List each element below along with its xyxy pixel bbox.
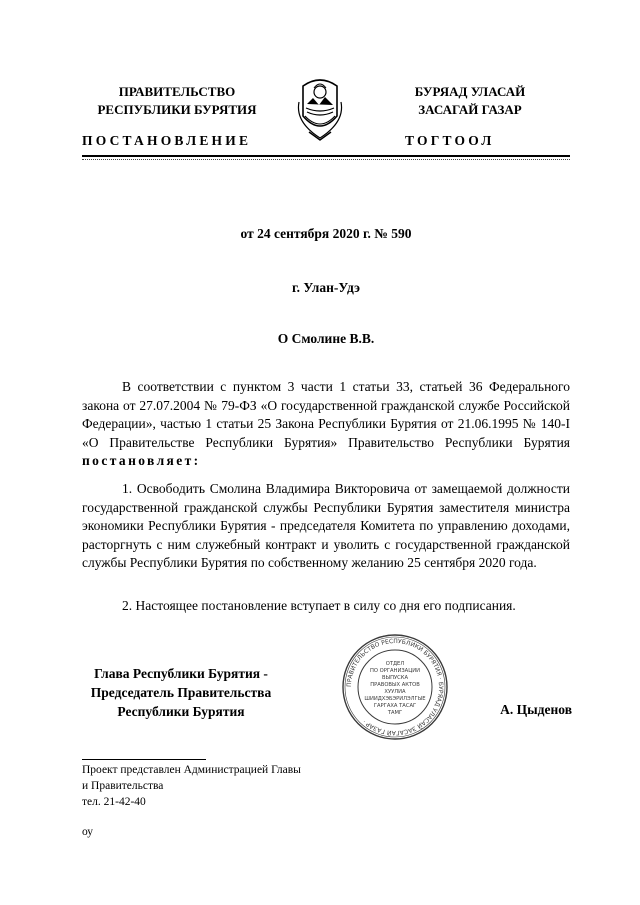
stamp-line1: ОТДЕЛ [385,661,405,667]
header-right-line2: ЗАСАГАЙ ГАЗАР [418,102,522,117]
footer-note [82,762,402,810]
header-left-line1: ПРАВИТЕЛЬСТВО [118,84,236,99]
stamp-line8: ТАМГ [387,710,403,716]
date-number: от 24 сентября 2020 г. № 590 [240,226,412,241]
place: г. Улан-Удэ [292,280,360,295]
item-2-text: 2. Настоящее постановление вступает в силу со дня его подписания. [122,598,516,613]
resolves-word: постановляет: [82,453,201,468]
header-rule [82,155,570,157]
header-left-line2: РЕСПУБЛИКИ БУРЯТИЯ [97,102,257,117]
footer-rule [82,759,206,760]
preamble-text: В соответствии с пунктом 3 части 1 статьи 33, статьей 36 Федерального закона от 27.07.2004 № 79-ФЗ «О государственной гражданской службе Российской Федерации», частью 1 статьи 25 Закона Республики Бурятия от 21.06.1995 № 140-I «О Правительстве Республики Бурятия» Правительство Республики Бурятия [82,379,570,450]
doc-kind-right: ТОГТООЛ [405,133,495,148]
document-title: О Смолине В.В. [277,331,375,346]
doc-kind-left: ПОСТАНОВЛЕНИЕ [82,133,252,148]
position-line1: Глава Республики Бурятия - [94,666,268,681]
stamp-line7: ГАРГАХА ТАСАГ [373,703,417,709]
stamp-line6: ШИИДХЭБЭРИЛЭЛГЫЕ [364,696,426,702]
signatory-position [70,664,292,721]
footer-line2: и Правительства [82,780,164,792]
header-left [72,83,282,119]
item-1 [82,480,570,573]
footer-line1: Проект представлен Администрацией Главы [82,764,301,776]
item-1-text: 1. Освободить Смолина Владимира Викторовича от замещаемой должности государственной гражданской службы Республики Бурятия заместителя министра экономики Республики Бурятия - председателя Комитета по управлению доходами, расторгнуть с ним служебный контракт и уволить с государственной гражданской службы Республики Бурятия по собственному желанию 25 сентября 2020 года. [82,481,570,570]
official-seal-stamp [340,632,450,742]
item-2 [82,597,570,616]
preamble-paragraph [82,378,570,471]
stamp-ring-text: ПРАВИТЕЛЬСТВО РЕСПУБЛИКИ БУРЯТИЯ · БУРЯАД УЛАСАЙ ЗАСАГАЙ ГАЗАР · [345,637,445,737]
executor-code: оу [82,826,94,838]
coat-of-arms-icon [295,72,345,142]
stamp-line4: ПРАВОВЫХ АКТОВ [370,682,420,688]
footer-phone: тел. 21-42-40 [82,796,146,808]
stamp-line5: ХУУЛИА [384,689,406,695]
header-right [370,83,570,119]
position-line2: Председатель Правительства [90,685,272,700]
stamp-line3: ВЫПУСКА [381,675,409,681]
position-line3: Республики Бурятия [117,704,245,719]
stamp-line2: ПО ОРГАНИЗАЦИИ [369,668,421,674]
header-rule-dotted [82,159,570,160]
signatory-name: А. Цыденов [500,702,572,717]
header-right-line1: БУРЯАД УЛАСАЙ [414,84,526,99]
